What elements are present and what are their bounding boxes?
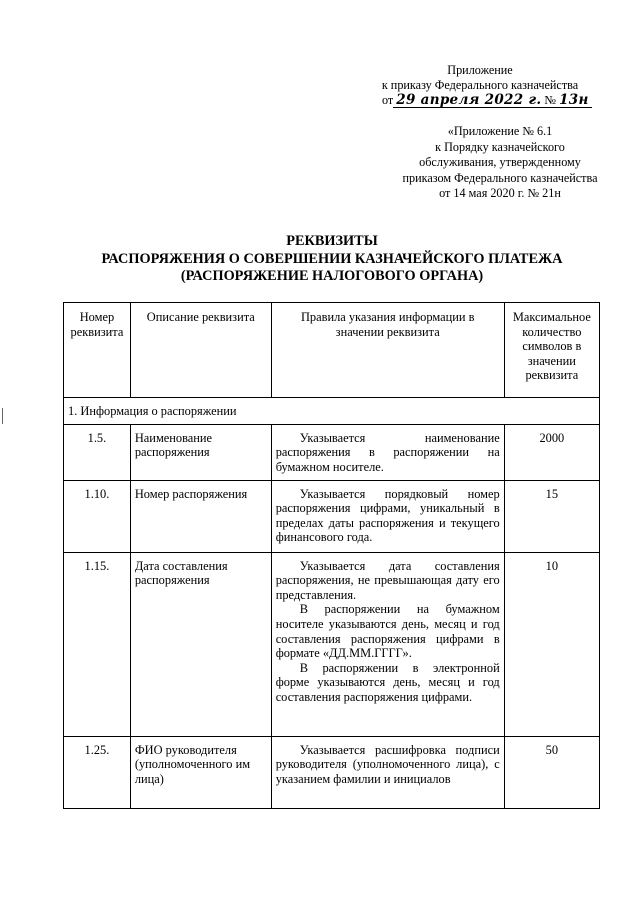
row-max-symbols: 10: [504, 552, 599, 736]
row-description: Номер распоряжения: [130, 480, 271, 552]
row-rule: [271, 424, 504, 480]
title-line-1: РЕКВИЗИТЫ: [286, 233, 378, 249]
rule-paragraph: Указывается наименование распоряжения в распоряжении на бумажном носителе.: [275, 430, 500, 474]
date-prefix: от: [382, 93, 394, 107]
handwritten-date-field: [393, 93, 591, 108]
margin-mark: [2, 408, 3, 424]
appendix-reference-block: [390, 124, 610, 202]
row-number: 1.10.: [64, 480, 131, 552]
row-max-symbols: 50: [504, 736, 599, 808]
row-number: 1.5.: [64, 424, 131, 480]
row-max-symbols: 2000: [504, 424, 599, 480]
order-date-line: [382, 93, 610, 108]
row-rule: [271, 552, 504, 736]
section-row: [64, 398, 600, 425]
order-appendix-block: [350, 63, 610, 108]
title-line-2: РАСПОРЯЖЕНИЯ О СОВЕРШЕНИИ КАЗНАЧЕЙСКОГО ПЛАТЕЖА: [101, 250, 563, 267]
table-row: [64, 480, 600, 552]
row-rule: [271, 736, 504, 808]
appendix-label: Приложение: [447, 63, 513, 77]
header-rules: Правила указания информации в значении реквизита: [271, 303, 504, 398]
table-header-row: [64, 303, 600, 398]
handwritten-date: 29 апреля 2022 г.: [396, 92, 542, 108]
requisites-table: [63, 302, 600, 809]
table-row: [64, 736, 600, 808]
row-number: 1.15.: [64, 552, 131, 736]
rule-paragraph: Указывается порядковый номер распоряжения цифрами, уникальный в пределах даты распоряжения и текущего финансового года.: [275, 486, 500, 545]
handwritten-number: 13н: [559, 92, 589, 108]
appendix-ref-line-4: приказом Федерального казначейства: [402, 170, 598, 185]
appendix-ref-line-3: обслуживания, утвержденному: [419, 155, 581, 169]
section-title: 1. Информация о распоряжении: [64, 398, 600, 425]
rule-paragraph: В распоряжении на бумажном носителе указываются день, месяц и год составления распоряжения цифрами в формате «ДД.ММ.ГГГГ».: [275, 602, 500, 661]
row-description: Дата составления распоряжения: [130, 552, 271, 736]
row-description: Наименование распоряжения: [130, 424, 271, 480]
order-reference: к приказу Федерального казначейства: [381, 78, 579, 92]
appendix-ref-line-5: от 14 мая 2020 г. № 21н: [439, 186, 561, 200]
rule-paragraph: В распоряжении в электронной форме указываются день, месяц и год составления распоряжения цифрами.: [275, 660, 500, 704]
table-row: [64, 424, 600, 480]
row-rule: [271, 480, 504, 552]
document-title: [40, 233, 624, 286]
header-description: Описание реквизита: [130, 303, 271, 398]
rule-paragraph: Указывается расшифровка подписи руководителя (уполномоченного лица), с указанием фамилии и инициалов: [275, 742, 500, 786]
rule-paragraph: Указывается дата составления распоряжения, не превышающая дату его представления.: [275, 558, 500, 602]
header-max-symbols: Максимальное количество символов в значении реквизита: [504, 303, 599, 398]
table-row: [64, 552, 600, 736]
title-line-3: (РАСПОРЯЖЕНИЕ НАЛОГОВОГО ОРГАНА): [180, 268, 484, 284]
number-prefix: №: [544, 93, 557, 107]
appendix-ref-line-1: «Приложение № 6.1: [447, 124, 553, 138]
row-description: ФИО руководителя (уполномоченного им лица): [130, 736, 271, 808]
header-number: Номер реквизита: [64, 303, 131, 398]
row-number: 1.25.: [64, 736, 131, 808]
row-max-symbols: 15: [504, 480, 599, 552]
appendix-ref-line-2: к Порядку казначейского: [435, 139, 565, 154]
